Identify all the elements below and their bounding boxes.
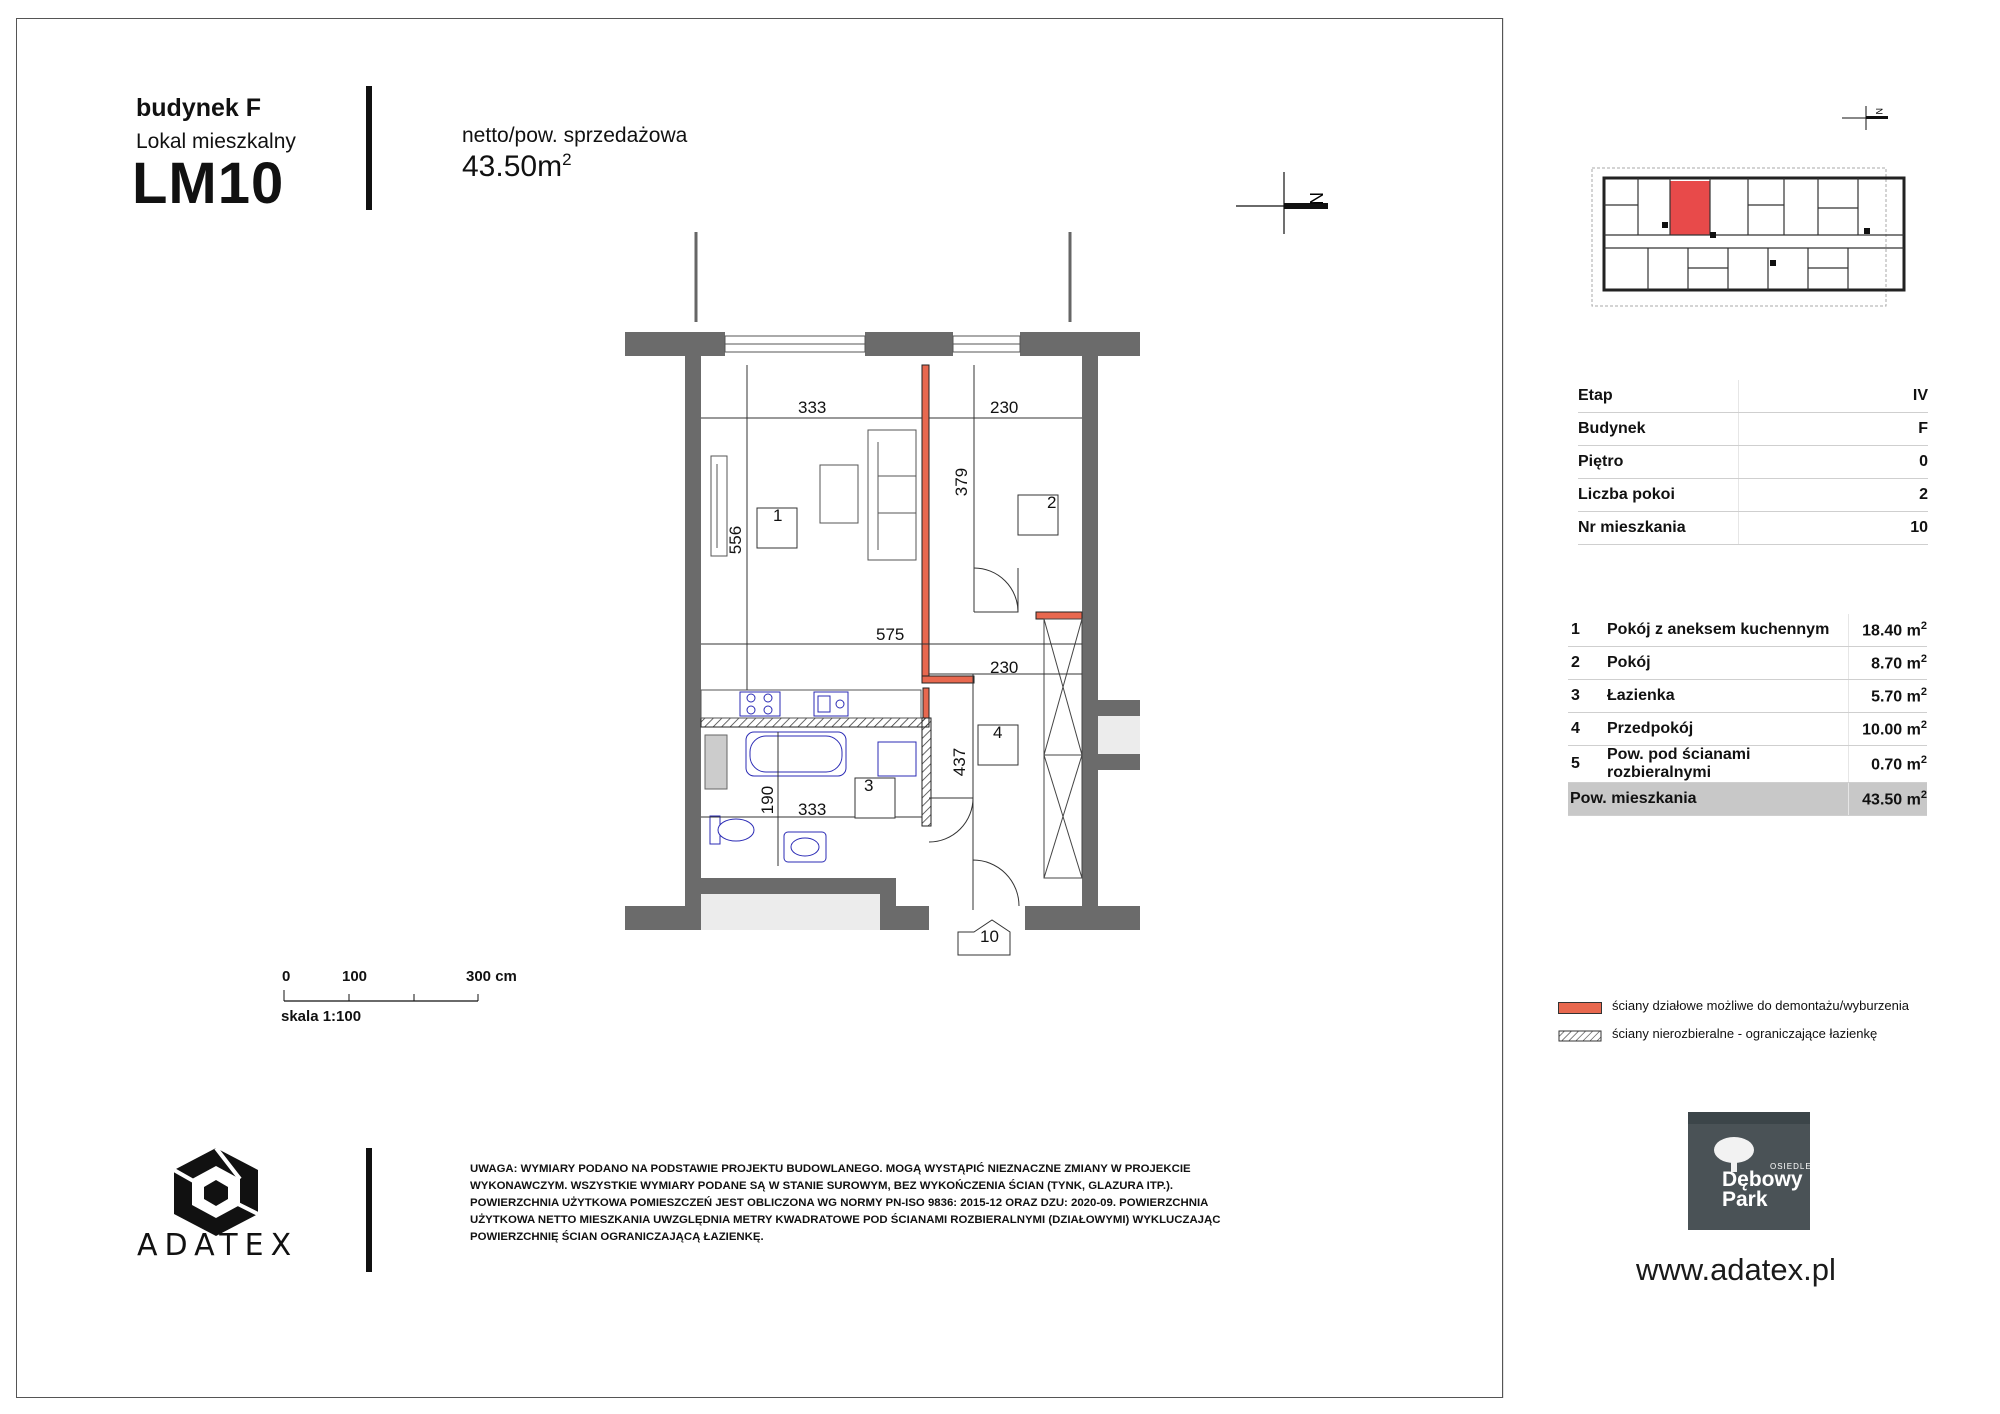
sofa	[868, 430, 916, 560]
room-row: 2 Pokój 8.70 $m^2$	[1568, 647, 1927, 680]
room-number-1: 1	[773, 506, 783, 525]
area-value: $43.50m^2$	[462, 150, 572, 183]
wardrobe	[1044, 619, 1082, 878]
dim-556: 556	[726, 525, 746, 555]
scale-tick-0: 0	[282, 968, 291, 985]
toilet	[710, 816, 754, 844]
coffee-table	[820, 465, 858, 523]
bathtub	[746, 732, 846, 776]
scale-tick-100: 100	[342, 968, 368, 985]
room-number-4: 4	[993, 723, 1003, 742]
header-divider	[366, 86, 372, 210]
room-row: 5 Pow. pod ścianami rozbieralnymi 0.70 $m^2$	[1568, 746, 1927, 783]
bath-shaft	[705, 735, 727, 789]
room-number-3: 3	[864, 776, 874, 795]
adatex-logo-icon	[166, 1146, 266, 1238]
unit-type-label: Lokal mieszkalny	[136, 130, 296, 153]
info-row: Etap IV	[1578, 380, 1928, 413]
disclaimer-note: UWAGA: WYMIARY PODANO NA PODSTAWIE PROJEKTU BUDOWLANEGO. MOGĄ WYSTĄPIĆ NIEZNACZNE ZMIANY W PROJEKCIE WYKONAWCZYM. WSZYSTKIE WYMIARY PODANE SĄ W STANIE SUROWYM, BEZ WYKOŃCZENIA ŚCIAN (TYNK, GLAZURA ITP.). POWIERZCHNIA UŻYTKOWA POMIESZCZEŃ JEST OBLICZONA WG NORMY PN-ISO 9836: 2015-12 ORAZ DZU: 2020-09. POWIERZCHNIA UŻYTKOWA NETTO MIESZKANIA UWZGLĘDNIA METRY KWADRATOWE POD ŚCIANAMI ROZBIERALNYMI (DZIAŁOWYMI) WYKLUCZAJĄC POWIERZCHNIĘ ŚCIAN OGRANICZAJĄCĄ ŁAZIENKĘ.	[470, 1163, 1221, 1243]
info-row: Nr mieszkania 10	[1578, 512, 1928, 545]
key-plan	[1588, 100, 1918, 330]
estate-logo-line3: Park	[1722, 1188, 1768, 1211]
side-light-area	[1098, 716, 1140, 754]
dim-333-bath: 333	[798, 800, 827, 819]
info-row: Piętro 0	[1578, 446, 1928, 479]
estate-logo-line2: Dębowy	[1722, 1168, 1803, 1191]
website-link[interactable]: www.adatex.pl	[1636, 1252, 1836, 1287]
estate-logo-strip	[1688, 1112, 1810, 1124]
bathroom-wall-fixed-2	[922, 718, 931, 826]
building-label: budynek F	[136, 94, 262, 122]
north-label: N	[1306, 192, 1326, 205]
north-compass-icon	[1236, 170, 1336, 236]
bathroom-wall-fixed	[701, 718, 929, 727]
legend-removable: ściany działowe możliwe do demontażu/wyburzenia	[1612, 998, 1909, 1013]
total-area-row: Pow. mieszkania 43.50 $m^2$	[1568, 783, 1927, 816]
info-row: Budynek F	[1578, 413, 1928, 446]
room-row: 3 Łazienka 5.70 $m^2$	[1568, 680, 1927, 713]
svg-text:N: N	[1874, 108, 1884, 115]
unit-code: LM10	[132, 151, 285, 216]
room-number-2: 2	[1047, 493, 1057, 512]
legend-swatch-removable	[1558, 1002, 1602, 1014]
dim-437: 437	[950, 747, 970, 777]
legend-fixed: ściany nierozbieralne - ograniczające łazienkę	[1612, 1026, 1878, 1041]
room-row: 1 Pokój z aneksem kuchennym 18.40 $m^2$	[1568, 614, 1927, 647]
dim-379: 379	[952, 467, 972, 497]
brand-name: ADATEX	[137, 1228, 299, 1263]
room-areas-table	[1568, 614, 1927, 816]
area-label: netto/pow. sprzedażowa	[462, 124, 688, 147]
washing-machine	[878, 742, 916, 776]
scale-label: skala 1:100	[281, 1008, 362, 1025]
estate-logo-line1: OSIEDLE	[1770, 1162, 1812, 1171]
dim-333-top: 333	[798, 398, 827, 417]
floor-plan	[600, 220, 1180, 980]
dim-230-top: 230	[990, 398, 1019, 417]
footer-divider	[366, 1148, 372, 1272]
tv-cabinet	[711, 456, 727, 556]
dim-575: 575	[876, 625, 905, 644]
info-row: Liczba pokoi 2	[1578, 479, 1928, 512]
entrance-number: 10	[980, 927, 999, 946]
room-row: 4 Przedpokój 10.00 $m^2$	[1568, 713, 1927, 746]
legend-swatch-fixed	[1558, 1030, 1602, 1042]
kitchen-counter	[701, 690, 921, 718]
scale-tick-300: 300 cm	[466, 968, 517, 985]
unit-info-table	[1578, 380, 1928, 545]
dim-230-mid: 230	[990, 658, 1019, 677]
scale-bar	[282, 988, 482, 1004]
dim-190: 190	[758, 785, 778, 815]
bottom-light-area	[701, 894, 880, 930]
washbasin	[784, 832, 826, 862]
